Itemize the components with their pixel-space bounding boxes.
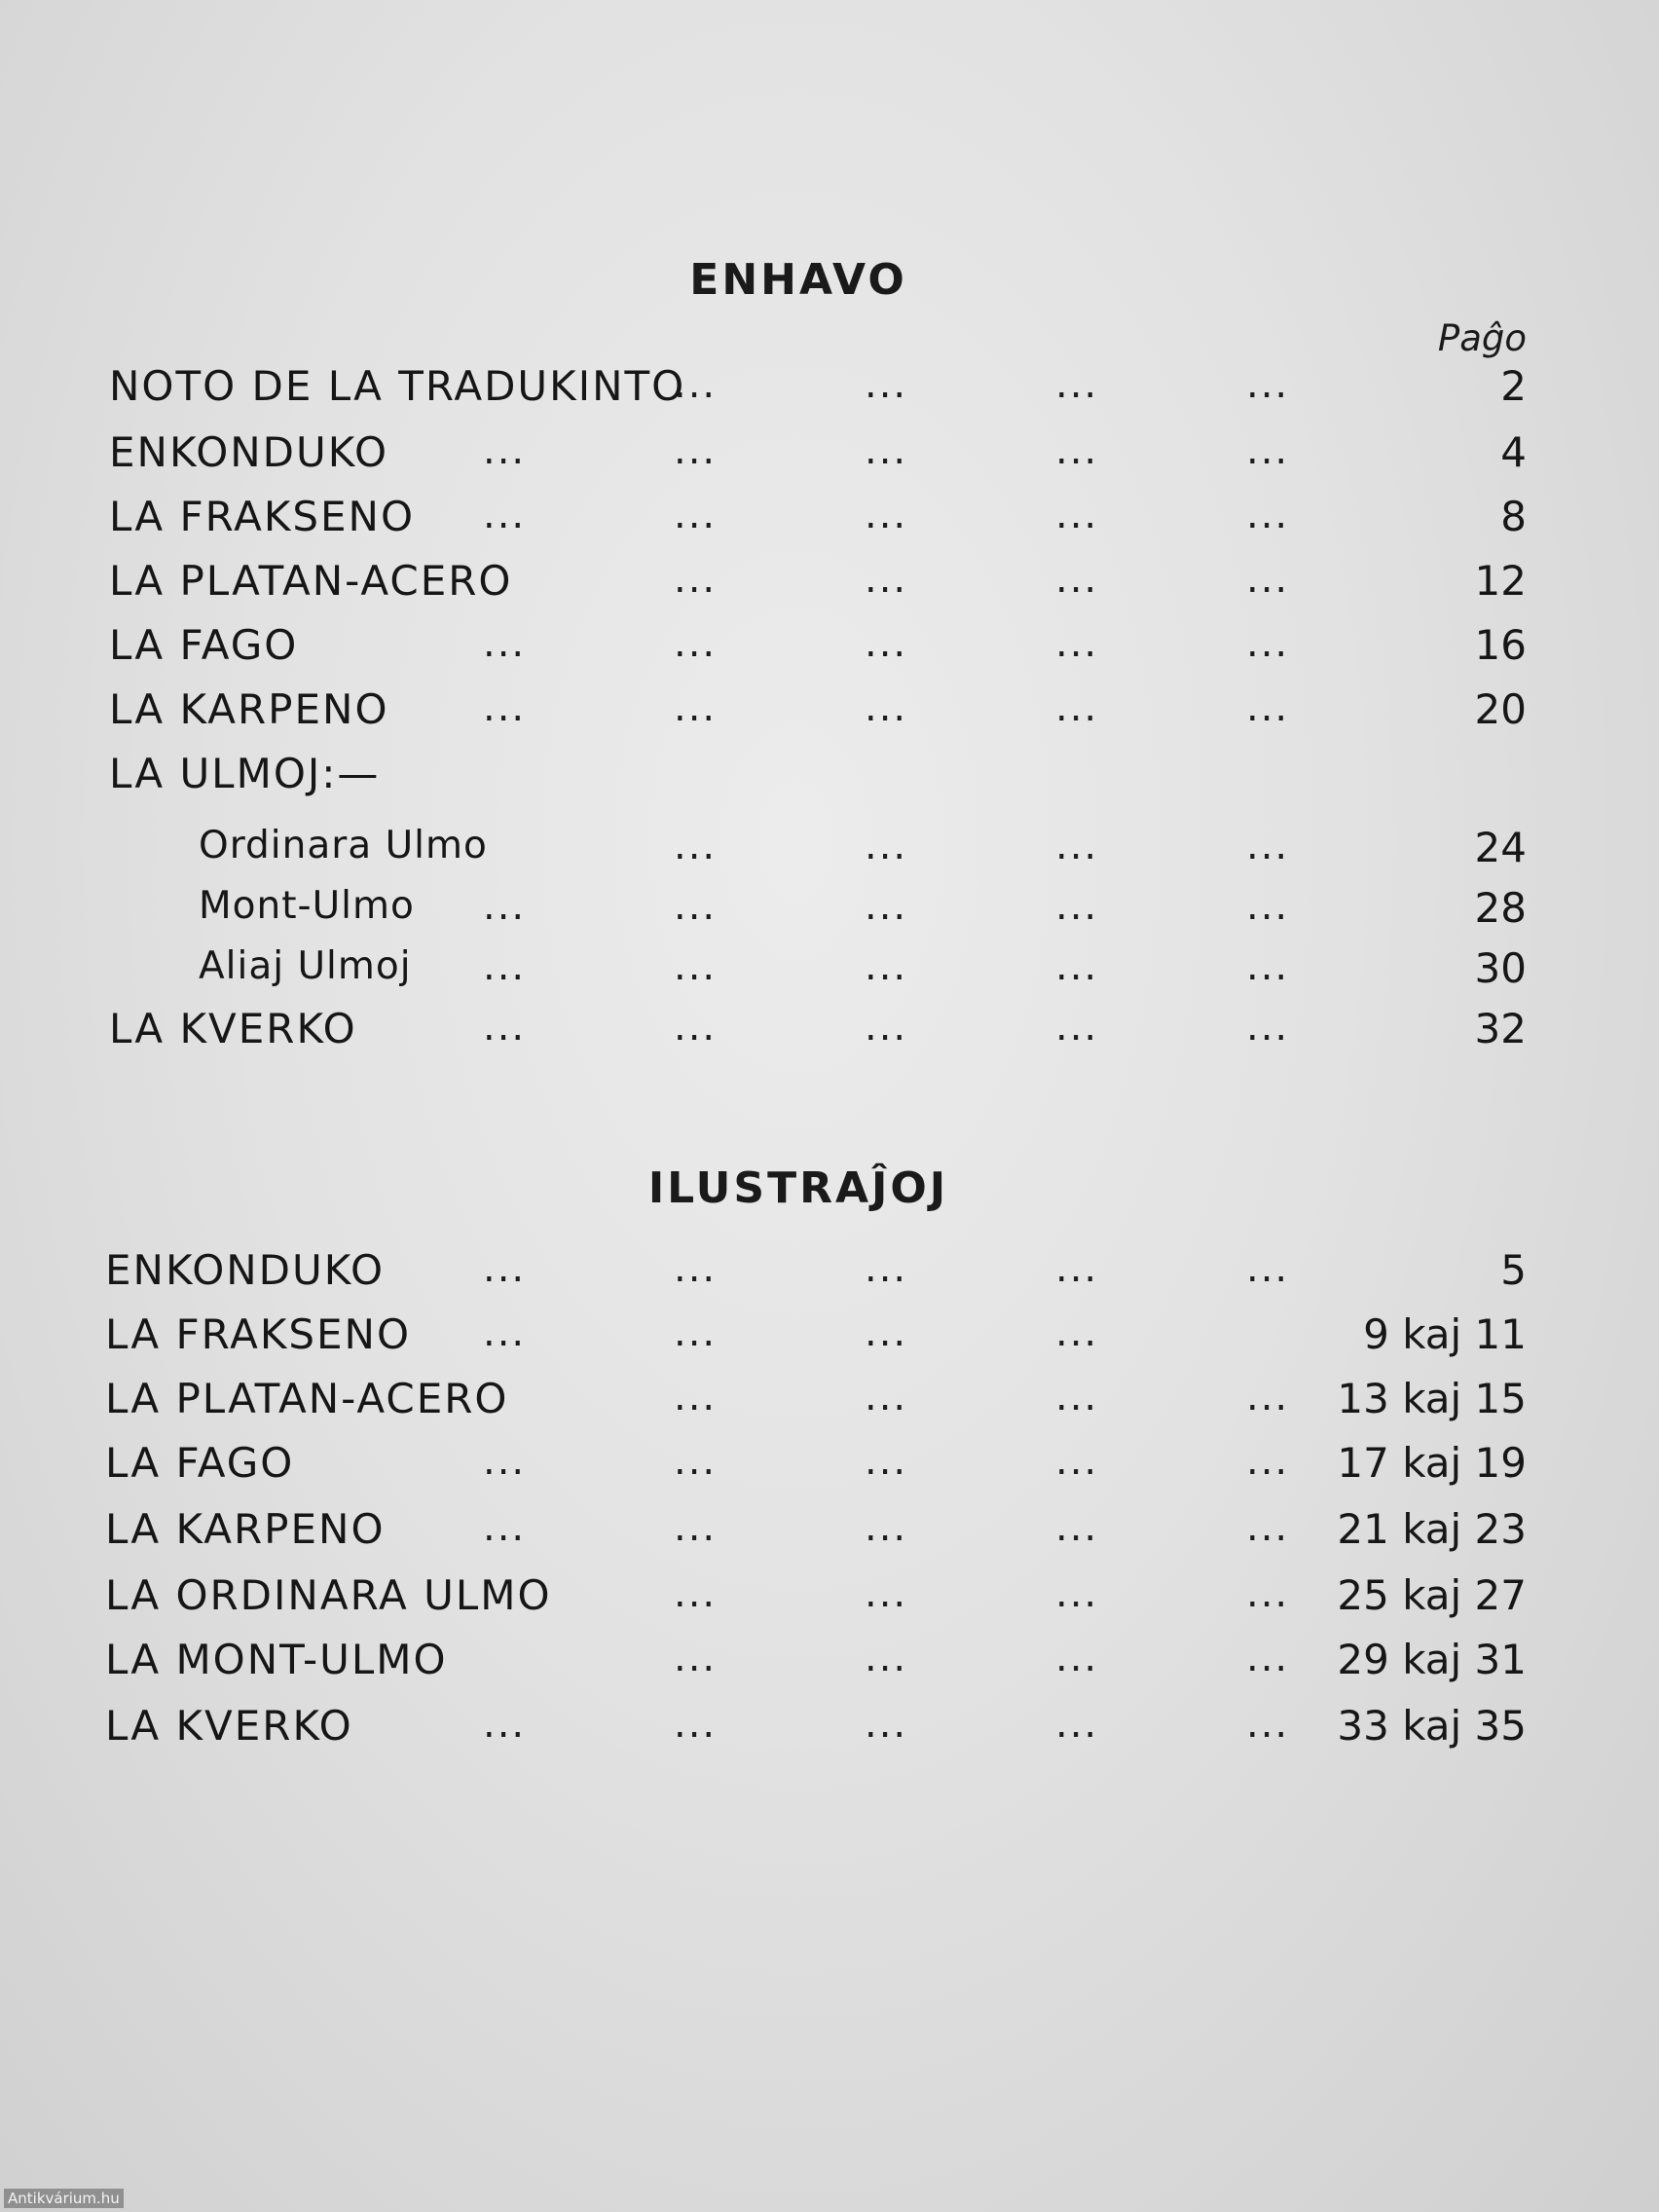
- dot-leader: ...: [865, 1310, 908, 1355]
- contents-entry-title: NOTO DE LA TRADUKINTO: [109, 362, 686, 410]
- dot-leader: ...: [674, 944, 718, 989]
- dot-leader: ...: [674, 1702, 718, 1747]
- dot-leader: ...: [1055, 1439, 1099, 1484]
- illustration-entry-title: LA KARPENO: [105, 1505, 386, 1553]
- dot-leader: ...: [1246, 944, 1290, 989]
- dot-leader: ...: [674, 824, 718, 868]
- dot-leader: ...: [483, 685, 527, 730]
- contents-entry-page-number: 8: [1500, 493, 1527, 540]
- contents-entry-page-number: 2: [1500, 362, 1527, 410]
- illustration-entry-title: LA FAGO: [105, 1439, 295, 1487]
- illustration-entry-page-number: 25 kaj 27: [1337, 1571, 1527, 1619]
- dot-leader: ...: [1055, 1702, 1099, 1747]
- contents-entry-row: [0, 685, 1659, 744]
- illustration-entry-title: ENKONDUKO: [105, 1246, 386, 1294]
- illustrations-heading: ILUSTRAĴOJ: [647, 1163, 949, 1213]
- dot-leader: ...: [865, 1439, 908, 1484]
- dot-leader: ...: [1055, 1375, 1099, 1419]
- dot-leader: ...: [674, 1505, 718, 1550]
- dot-leader: ...: [865, 824, 908, 868]
- dot-leader: ...: [1246, 884, 1290, 929]
- dot-leader: ...: [483, 1310, 527, 1355]
- dot-leader: ...: [674, 1005, 718, 1050]
- dot-leader: ...: [1055, 1005, 1099, 1050]
- dot-leader: ...: [1055, 1310, 1099, 1355]
- dot-leader: ...: [674, 1375, 718, 1419]
- contents-entry-page-number: 4: [1500, 428, 1527, 476]
- dot-leader: ...: [483, 428, 527, 473]
- dot-leader: ...: [1246, 362, 1290, 407]
- dot-leader: ...: [865, 1702, 908, 1747]
- illustration-entry-page-number: 21 kaj 23: [1337, 1505, 1527, 1553]
- dot-leader: ...: [865, 428, 908, 473]
- illustration-entry-row: [0, 1439, 1659, 1497]
- dot-leader: ...: [1055, 362, 1099, 407]
- dot-leader: ...: [674, 1246, 718, 1291]
- contents-entry-title: Mont-Ulmo: [199, 884, 415, 928]
- contents-entry-row: [0, 621, 1659, 680]
- illustration-entry-title: LA MONT-ULMO: [105, 1636, 448, 1683]
- dot-leader: ...: [1055, 884, 1099, 929]
- contents-entry-row: [0, 362, 1659, 421]
- contents-entry-row: [0, 493, 1659, 551]
- dot-leader: ...: [1246, 685, 1290, 730]
- dot-leader: ...: [1055, 944, 1099, 989]
- dot-leader: ...: [674, 1636, 718, 1680]
- illustration-entry-row: [0, 1571, 1659, 1630]
- dot-leader: ...: [483, 884, 527, 929]
- contents-entry-title: Aliaj Ulmoj: [199, 944, 412, 988]
- dot-leader: ...: [865, 362, 908, 407]
- dot-leader: ...: [865, 1005, 908, 1050]
- dot-leader: ...: [674, 428, 718, 473]
- dot-leader: ...: [1246, 824, 1290, 868]
- dot-leader: ...: [865, 557, 908, 602]
- dot-leader: ...: [1055, 824, 1099, 868]
- contents-entry-row: [0, 824, 1659, 882]
- illustration-entry-row: [0, 1636, 1659, 1694]
- dot-leader: ...: [674, 557, 718, 602]
- contents-entry-page-number: 24: [1474, 824, 1527, 871]
- dot-leader: ...: [865, 1246, 908, 1291]
- contents-entry-page-number: 16: [1474, 621, 1527, 669]
- dot-leader: ...: [483, 1439, 527, 1484]
- dot-leader: ...: [865, 1375, 908, 1419]
- dot-leader: ...: [1055, 1636, 1099, 1680]
- illustration-entry-row: [0, 1375, 1659, 1433]
- dot-leader: ...: [1246, 1636, 1290, 1680]
- contents-entry-title: ENKONDUKO: [109, 428, 389, 476]
- dot-leader: ...: [674, 1439, 718, 1484]
- contents-entry-row: [0, 944, 1659, 1003]
- dot-leader: ...: [1055, 621, 1099, 666]
- dot-leader: ...: [1055, 1246, 1099, 1291]
- dot-leader: ...: [674, 685, 718, 730]
- illustration-entry-page-number: 17 kaj 19: [1337, 1439, 1527, 1487]
- dot-leader: ...: [483, 493, 527, 537]
- dot-leader: ...: [1055, 685, 1099, 730]
- dot-leader: ...: [1055, 1571, 1099, 1616]
- contents-entry-title: LA PLATAN-ACERO: [109, 557, 513, 605]
- dot-leader: ...: [1246, 428, 1290, 473]
- dot-leader: ...: [865, 493, 908, 537]
- contents-entry-row: [0, 428, 1659, 487]
- contents-entry-page-number: 30: [1474, 944, 1527, 992]
- contents-entry-title: Ordinara Ulmo: [199, 824, 488, 867]
- dot-leader: ...: [483, 621, 527, 666]
- dot-leader: ...: [1246, 1375, 1290, 1419]
- dot-leader: ...: [865, 1571, 908, 1616]
- dot-leader: ...: [1246, 1505, 1290, 1550]
- dot-leader: ...: [1055, 1505, 1099, 1550]
- illustration-entry-page-number: 33 kaj 35: [1337, 1702, 1527, 1750]
- contents-entry-row: [0, 884, 1659, 942]
- dot-leader: ...: [674, 493, 718, 537]
- illustration-entry-page-number: 5: [1500, 1246, 1527, 1294]
- contents-entry-row: [0, 557, 1659, 615]
- contents-entry-page-number: 32: [1474, 1005, 1527, 1052]
- dot-leader: ...: [1246, 1246, 1290, 1291]
- dot-leader: ...: [865, 884, 908, 929]
- dot-leader: ...: [1246, 557, 1290, 602]
- dot-leader: ...: [1246, 1005, 1290, 1050]
- dot-leader: ...: [1055, 493, 1099, 537]
- illustration-entry-page-number: 29 kaj 31: [1337, 1636, 1527, 1683]
- contents-entry-page-number: 28: [1474, 884, 1527, 932]
- dot-leader: ...: [865, 621, 908, 666]
- dot-leader: ...: [674, 362, 718, 407]
- illustration-entry-page-number: 13 kaj 15: [1337, 1375, 1527, 1422]
- dot-leader: ...: [483, 944, 527, 989]
- contents-entry-title: LA KARPENO: [109, 685, 389, 733]
- contents-entry-row: [0, 1005, 1659, 1063]
- dot-leader: ...: [483, 1702, 527, 1747]
- contents-entry-title: LA FAGO: [109, 621, 299, 669]
- illustration-entry-row: [0, 1702, 1659, 1760]
- dot-leader: ...: [865, 685, 908, 730]
- dot-leader: ...: [483, 1246, 527, 1291]
- dot-leader: ...: [1246, 1702, 1290, 1747]
- dot-leader: ...: [674, 1310, 718, 1355]
- contents-entry-title: LA ULMOJ:—: [109, 750, 381, 797]
- dot-leader: ...: [1246, 1439, 1290, 1484]
- contents-entry-title: LA KVERKO: [109, 1005, 357, 1052]
- illustration-entry-title: LA PLATAN-ACERO: [105, 1375, 509, 1422]
- dot-leader: ...: [1055, 557, 1099, 602]
- dot-leader: ...: [483, 1505, 527, 1550]
- dot-leader: ...: [1246, 493, 1290, 537]
- watermark-text: Antikvárium.hu: [4, 2189, 124, 2208]
- contents-entry-page-number: 20: [1474, 685, 1527, 733]
- dot-leader: ...: [674, 621, 718, 666]
- illustration-entry-row: [0, 1505, 1659, 1564]
- dot-leader: ...: [865, 944, 908, 989]
- dot-leader: ...: [1246, 1571, 1290, 1616]
- dot-leader: ...: [1246, 621, 1290, 666]
- contents-entry-page-number: 12: [1474, 557, 1527, 605]
- contents-entry-row: [0, 750, 1659, 808]
- dot-leader: ...: [865, 1505, 908, 1550]
- page-column-label: Paĝo: [1437, 317, 1527, 359]
- contents-entry-title: LA FRAKSENO: [109, 493, 416, 540]
- dot-leader: ...: [1055, 428, 1099, 473]
- contents-heading: ENHAVO: [689, 255, 907, 305]
- dot-leader: ...: [674, 884, 718, 929]
- illustration-entry-row: [0, 1246, 1659, 1305]
- illustration-entry-page-number: 9 kaj 11: [1363, 1310, 1527, 1358]
- illustration-entry-title: LA FRAKSENO: [105, 1310, 412, 1358]
- illustration-entry-title: LA KVERKO: [105, 1702, 353, 1750]
- illustration-entry-row: [0, 1310, 1659, 1369]
- dot-leader: ...: [865, 1636, 908, 1680]
- dot-leader: ...: [483, 1005, 527, 1050]
- illustration-entry-title: LA ORDINARA ULMO: [105, 1571, 552, 1619]
- dot-leader: ...: [674, 1571, 718, 1616]
